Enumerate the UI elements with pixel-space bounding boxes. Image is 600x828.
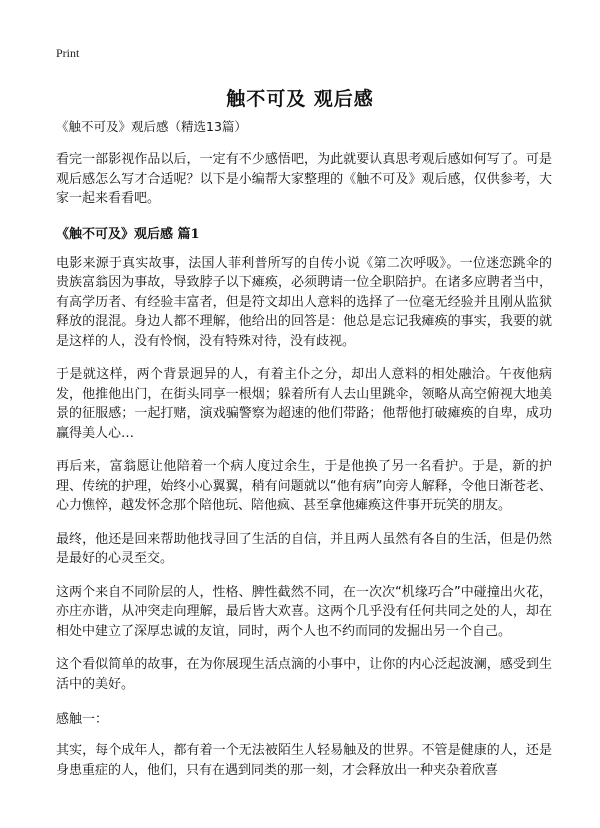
print-link[interactable]: Print [56, 46, 80, 60]
paragraph: 于是就这样，两个背景迥异的人，有着主仆之分，却出人意料的相处融洽。午夜他病发，他推他出门，在街头同享一根烟；躲着所有人去山里跳伞，领略从高空俯视大地美景的征服感；一起打赌，演戏骗警察为超速的他们带路；他帮他打破瘫痪的自卑，成功赢得美人心… [56, 367, 552, 441]
page-title: 触不可及 观后感 [226, 88, 374, 110]
paragraph: 这个看似简单的故事，在为你展现生活点滴的小事中，让你的内心泛起波澜，感受到生活中的美好。 [56, 657, 552, 692]
paragraph: 电影来源于真实故事，法国人菲利普所写的自传小说《第二次呼吸》。一位迷恋跳伞的贵族富翁因为事故，导致脖子以下瘫痪，必须聘请一位全职陪护。在诸多应聘者当中，有高学历者、有经验丰富者，但是符文却出人意料的选择了一位毫无经验并且刚从监狱释放的混混。身边人都不理解，他给出的回答是：他总是忘记我瘫痪的事实，我要的就是这样的人，没有怜悯，没有特殊对待，没有歧视。 [56, 255, 552, 349]
paragraph: 其实，每个成年人，都有着一个无法被陌生人轻易触及的世界。不管是健康的人，还是身患重症的人，他们，只有在遇到同类的那一刻，才会释放出一种夹杂着欣喜 [56, 743, 552, 778]
sub-label: 感触一： [56, 712, 109, 727]
paragraph: 这两个来自不同阶层的人，性格、脾性截然不同，在一次次“机缘巧合”中碰撞出火花，亦庄亦谐，从冲突走向理解，最后皆大欢喜。这两个几乎没有任何共同之处的人，却在相处中建立了深厚忠诚的友谊，同时，两个人也不约而同的发掘出另一个自己。 [56, 584, 552, 639]
intro-paragraph: 看完一部影视作品以后，一定有不少感悟吧，为此就要认真思考观后感如何写了。可是观后感怎么写才合适呢？以下是小编帮大家整理的《触不可及》观后感，仅供参考，大家一起来看看吧。 [56, 152, 552, 206]
article-body [56, 118, 552, 794]
section-heading: 《触不可及》观后感 篇1 [56, 226, 200, 242]
paragraph: 最终，他还是回来帮助他找寻回了生活的自信，并且两人虽然有各自的生活，但是仍然是最好的心灵至交。 [56, 531, 552, 566]
article-subtitle: 《触不可及》观后感（精选13篇） [56, 119, 247, 134]
paragraph: 再后来，富翁愿让他陪着一个病人度过余生，于是他换了另一名看护。于是，新的护理、传统的护理，始终小心翼翼，稍有问题就以“他有病”向旁人解释，令他日渐苍老、心力憔悴，越发怀念那个陪他玩、陪他疯、甚至拿他瘫痪这件事开玩笑的朋友。 [56, 459, 552, 513]
